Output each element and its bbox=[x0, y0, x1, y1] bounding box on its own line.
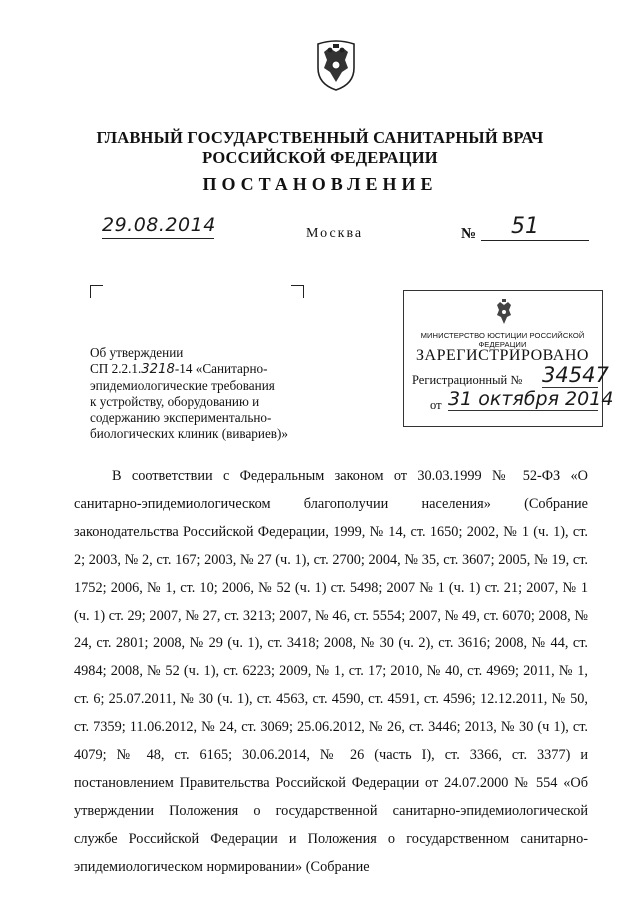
stamp-emblem-icon bbox=[492, 297, 516, 327]
subject-line: биологических клиник (вивариев)» bbox=[90, 426, 289, 441]
document-date: 29.08.2014 bbox=[102, 214, 214, 239]
issuer-line-1: ГЛАВНЫЙ ГОСУДАРСТВЕННЫЙ САНИТАРНЫЙ ВРАЧ bbox=[96, 128, 544, 147]
subject-line: Об утверждении bbox=[90, 345, 184, 360]
subject-code-prefix: СП 2.2.1. bbox=[90, 361, 142, 376]
subject-corner-right bbox=[291, 285, 304, 298]
subject-code-suffix: -14 «Санитарно- bbox=[174, 361, 268, 376]
issuer-heading bbox=[0, 128, 640, 168]
stamp-from-date: 31 октября 2014 bbox=[448, 388, 614, 410]
subject-code-handwritten: 3218 bbox=[141, 362, 175, 377]
subject-line: эпидемиологические требования bbox=[90, 378, 275, 393]
stamp-ministry: МИНИСТЕРСТВО ЮСТИЦИИ РОССИЙСКОЙ ФЕДЕРАЦИИ bbox=[420, 331, 585, 349]
stamp-reg-number: 34547 bbox=[542, 363, 609, 387]
stamp-reg-label: Регистрационный № bbox=[412, 373, 523, 387]
registration-stamp bbox=[403, 290, 614, 427]
document-number: 51 bbox=[481, 214, 589, 241]
document-subject bbox=[90, 345, 305, 442]
document-city: Москва bbox=[306, 226, 364, 241]
subject-line: к устройству, оборудованию и bbox=[90, 394, 260, 409]
subject-line bbox=[90, 361, 305, 378]
state-emblem-icon bbox=[314, 38, 358, 92]
number-label: № bbox=[461, 226, 477, 242]
subject-corner-left bbox=[90, 285, 103, 298]
stamp-from-label: от bbox=[430, 398, 442, 412]
stamp-registered: ЗАРЕГИСТРИРОВАНО bbox=[416, 347, 589, 364]
issuer-line-2: РОССИЙСКОЙ ФЕДЕРАЦИИ bbox=[202, 148, 438, 167]
document-title: ПОСТАНОВЛЕНИЕ bbox=[202, 174, 438, 194]
body-paragraph: В соответствии с Федеральным законом от 30.03.1999 № 52-ФЗ «О санитарно-эпидемиологическом благополучии населения» (Собрание законодательства Российской Федерации, 1999, № 14, ст. 1650; 2002, № 1 (ч. 1), ст. 2; 2003, № 2, ст. 167; 2003, № 27 (ч. 1), ст. 2700; 2004, № 35, ст. 3607; 2005, № 19, ст. 1752; 2006, № 1, ст. 10; 2006, № 52 (ч. 1) ст. 5498; 2007 № 1 (ч. 1) ст. 21; 2007, № 1 (ч. 1) ст. 29; 2007, № 27, ст. 3213; 2007, № 46, ст. 5554; 2007, № 49, ст. 6070; 2008, № 24, ст. 2801; 2008, № 29 (ч. 1), ст. 3418; 2008, № 30 (ч. 2), ст. 3616; 2008, № 44, ст. 4984; 2008, № 52 (ч. 1), ст. 6223; 2009, № 1, ст. 17; 2010, № 40, ст. 4969; 2011, № 1, ст. 6; 25.07.2011, № 30 (ч. 1), ст. 4563, ст. 4590, ст. 4591, ст. 4596; 12.12.2011, № 50, ст. 7359; 11.06.2012, № 24, ст. 3069; 25.06.2012, № 26, ст. 3446; 2013, № 30 (ч 1), ст. 4079; № 48, ст. 6165; 30.06.2014, № 26 (часть I), ст. 3366, ст. 3377) и постановлением Правительства Российской Федерации от 24.07.2000 № 554 «Об утверждении Положения о государственной санитарно-эпидемиологической службе Российской Федерации и Положения о государственном санитарно-эпидемиологическом нормировании» (Собрание bbox=[74, 468, 588, 875]
subject-line: содержанию экспериментально- bbox=[90, 410, 272, 425]
